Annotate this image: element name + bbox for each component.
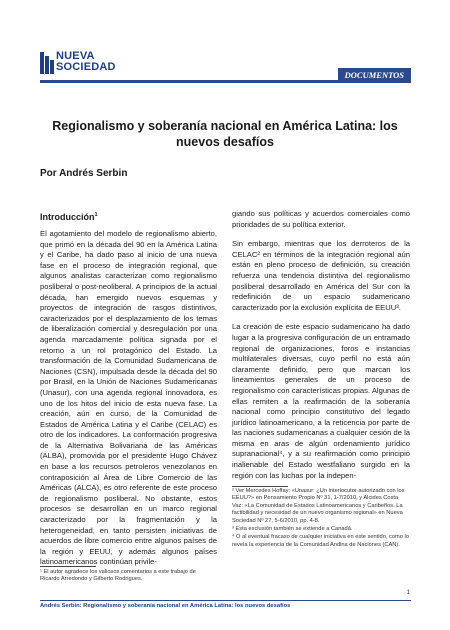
right-column — [232, 209, 410, 490]
paragraph: giando sus políticas y acuerdos comerciales como prioridades de su política exterior. — [232, 209, 410, 229]
footnote: ² Ver Mercedes Hoffay: «Unasur: ¿Un interlocutor autorizado con los EEUU?» en Pensamiento Propio Nº 31, 1-7/2010, y Alcides Costa Vaz: «La Comunidad de Estados Latinoamericanos y Caribeños. La factibilidad y necesidad de un nuevo organismo regional» en Nueva Sociedad Nº 27, 5-6/2010, pp. 4-8. — [232, 488, 405, 524]
logo-line-1: NUEVA — [56, 50, 95, 62]
page-number: 1 — [406, 590, 410, 596]
heading-footnote-marker: 1 — [94, 212, 98, 218]
footnote: ³ Esta exclusión también se extiende a Canadá. — [232, 526, 353, 533]
footnote: ¹ El autor agradece los valiosos comentarios a este trabajo de Ricardo Arredondo y Gilberto Rodrigues. — [40, 569, 196, 583]
article-author: Por Andrés Serbin — [40, 168, 128, 179]
logo-line-2: SOCIEDAD — [56, 61, 116, 73]
paragraph: La creación de este espacio sudamericano ha dado lugar a la progresiva configuración de un entramado regional de organizaciones, foros e instancias multilaterales diversas, cuyo perfil no está aún claramente definido, pero que marcan los lineamientos generales de un proceso de regionalismo con características propias. Algunas de ellas remiten a la reafirmación de la soberanía nacional como principio constitutivo del legado jurídico latinoamericano, a la reticencia por parte de las naciones sudamericanas a cualquier cesión de la misma en aras de algún ordenamiento jurídico supranacional⁴, y a su reafirmación como principio inalienable del Estado westfaliano surgido en la región con las luchas por la indepen- — [232, 322, 410, 480]
section-label: DOCUMENTOS — [338, 68, 411, 82]
section-heading — [40, 209, 217, 223]
footnotes-right — [232, 488, 410, 550]
logo-text — [56, 51, 116, 73]
left-column — [40, 209, 217, 577]
article-title: Regionalismo y soberanía nacional en América Latina: los nuevos desafíos — [52, 119, 398, 149]
paragraph: El agotamiento del modelo de regionalismo abierto, que primó en la década del 90 en la América Latina y el Caribe, ha dado paso al inicio de una nueva fase en el proceso de integración regional, que algunos analistas caracterizan como regionalismo posliberal o post-neoliberal. A principios de la actual década, han emergido nuevos esquemas y proyectos de integración de rasgos distintivos, caracterizados por el desplazamiento de los temas de liberalización comercial y desregulación por una agenda marcadamente política signada por el retorno a un rol protagónico del Estado. La transformación de la Comunidad Sudamericana de Naciones (CSN), impulsada desde la década del 90 por Brasil, en la Unión de Naciones Sudamericanas (Unasur), con una agenda regional innovadora, es uno de los hitos del inicio de esta nueva fase. La creación, aún en curso, de la Comunidad de Estados de América Latina y el Caribe (CELAC) es otro de los indicadores. La conformación progresiva de la Alternativa Bolivariana de las Américas (ALBA), promovida por el presidente Hugo Chávez en base a los recursos petroleros venezolanos en contraposición al Área de Libre Comercio de las Américas (ALCA), es otro referente de este proceso de regionalismo posliberal. No obstante, estos procesos se desarrollan en un marco regional caracterizado por la fragmentación y la heterogeneidad, en tanto persisten iniciativas de acuerdos de libre comercio entre algunos países de la región y EEUU, y además algunos países latinoamericanos continúan privile- — [40, 229, 217, 567]
footnote-divider — [232, 486, 288, 487]
logo-mark-icon — [40, 52, 54, 74]
paragraph: Sin embargo, mientras que los derroteros de la CELAC² en términos de la integración regional aún están en pleno proceso de definición, su creación refuerza una tendencia distintiva del regionalismo posliberal desarrollado en América del Sur con la redefinición de un espacio sudamericano caracterizado por la exclusión explícita de EEUU³. — [232, 239, 410, 312]
heading-text: Introducción — [40, 212, 95, 222]
footnote-divider — [40, 566, 96, 567]
footnotes-left — [40, 569, 217, 585]
header-divider — [40, 80, 411, 83]
footnote: ⁴ O al eventual fracaso de cualquier iniciativa en este sentido, como lo revela la experiencia de la Comunidad Andina de Naciones (CAN). — [232, 534, 409, 548]
running-footer: Andrés Serbin: Regionalismo y soberanía nacional en América Latina: los nuevos desafíos — [40, 603, 291, 609]
footer-divider — [40, 600, 411, 601]
